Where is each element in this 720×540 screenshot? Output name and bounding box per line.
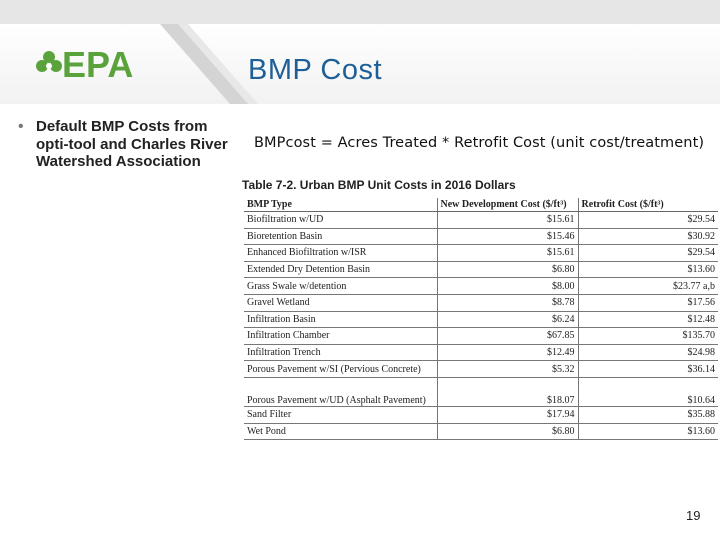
- table-row: [244, 328, 718, 345]
- bmp-type-cell: Extended Dry Detention Basin: [244, 261, 437, 278]
- logo-text: EPA: [62, 44, 134, 84]
- page-number: 19: [686, 508, 701, 523]
- table-row: [244, 423, 718, 440]
- bmp-type-cell: Sand Filter: [244, 406, 437, 423]
- new-dev-cost-cell: $15.61: [437, 212, 578, 229]
- retrofit-cost-cell: $36.14: [578, 361, 718, 378]
- header-retrofit-cost: Retrofit Cost ($/ft³): [578, 198, 718, 212]
- new-dev-cost-cell: $12.49: [437, 344, 578, 361]
- retrofit-cost-cell: $12.48: [578, 311, 718, 328]
- new-dev-cost-cell: $15.46: [437, 228, 578, 245]
- table-row: [244, 406, 718, 423]
- header-bmp-type: BMP Type: [244, 198, 437, 212]
- retrofit-cost-cell: $30.92: [578, 228, 718, 245]
- retrofit-cost-cell: $29.54: [578, 245, 718, 262]
- table-row: [244, 261, 718, 278]
- retrofit-cost-cell: $23.77 a,b: [578, 278, 718, 295]
- retrofit-cost-cell: $17.56: [578, 294, 718, 311]
- table-row: [244, 245, 718, 262]
- bmp-type-cell: Gravel Wetland: [244, 294, 437, 311]
- bmp-type-cell: Biofiltration w/UD: [244, 212, 437, 229]
- retrofit-cost-cell: $10.64: [578, 377, 718, 406]
- table-row: [244, 311, 718, 328]
- new-dev-cost-cell: $15.61: [437, 245, 578, 262]
- epa-flower-icon: [36, 44, 146, 84]
- header-new-dev-cost: New Development Cost ($/ft³): [437, 198, 578, 212]
- bullet-text: Default BMP Costs from opti-tool and Charles River Watershed Association: [36, 118, 228, 170]
- bmp-type-cell: Infiltration Trench: [244, 344, 437, 361]
- retrofit-cost-cell: $13.60: [578, 261, 718, 278]
- table-row: [244, 361, 718, 378]
- new-dev-cost-cell: $6.80: [437, 261, 578, 278]
- table-row: [244, 278, 718, 295]
- bmp-type-cell: Porous Pavement w/SI (Pervious Concrete): [244, 361, 437, 378]
- table-title: Table 7-2. Urban BMP Unit Costs in 2016 Dollars: [242, 178, 516, 192]
- bmp-type-cell: Bioretention Basin: [244, 228, 437, 245]
- retrofit-cost-cell: $29.54: [578, 212, 718, 229]
- bmp-cost-table: [244, 198, 718, 440]
- new-dev-cost-cell: $17.94: [437, 406, 578, 423]
- retrofit-cost-cell: $35.88: [578, 406, 718, 423]
- new-dev-cost-cell: $8.78: [437, 294, 578, 311]
- new-dev-cost-cell: $8.00: [437, 278, 578, 295]
- new-dev-cost-cell: $18.07: [437, 377, 578, 406]
- table-row: [244, 294, 718, 311]
- new-dev-cost-cell: $67.85: [437, 328, 578, 345]
- slide-title: BMP Cost: [248, 54, 383, 86]
- bmp-type-cell: Enhanced Biofiltration w/ISR: [244, 245, 437, 262]
- bmp-type-cell: Porous Pavement w/UD (Asphalt Pavement): [244, 377, 437, 406]
- table-row: [244, 212, 718, 229]
- new-dev-cost-cell: $6.24: [437, 311, 578, 328]
- bullet-dot-icon: •: [18, 118, 24, 135]
- bullet-list: [18, 118, 228, 171]
- retrofit-cost-cell: $135.70: [578, 328, 718, 345]
- table-row: [244, 377, 718, 406]
- bmp-type-cell: Grass Swale w/detention: [244, 278, 437, 295]
- retrofit-cost-cell: $24.98: [578, 344, 718, 361]
- bmp-type-cell: Infiltration Basin: [244, 311, 437, 328]
- new-dev-cost-cell: $5.32: [437, 361, 578, 378]
- table-row: [244, 228, 718, 245]
- retrofit-cost-cell: $13.60: [578, 423, 718, 440]
- epa-logo: [36, 44, 146, 84]
- bmp-type-cell: Wet Pond: [244, 423, 437, 440]
- table-row: [244, 344, 718, 361]
- cost-formula: BMPcost = Acres Treated * Retrofit Cost (unit cost/treatment): [254, 135, 705, 151]
- new-dev-cost-cell: $6.80: [437, 423, 578, 440]
- bmp-type-cell: Infiltration Chamber: [244, 328, 437, 345]
- table-header-row: [244, 198, 718, 212]
